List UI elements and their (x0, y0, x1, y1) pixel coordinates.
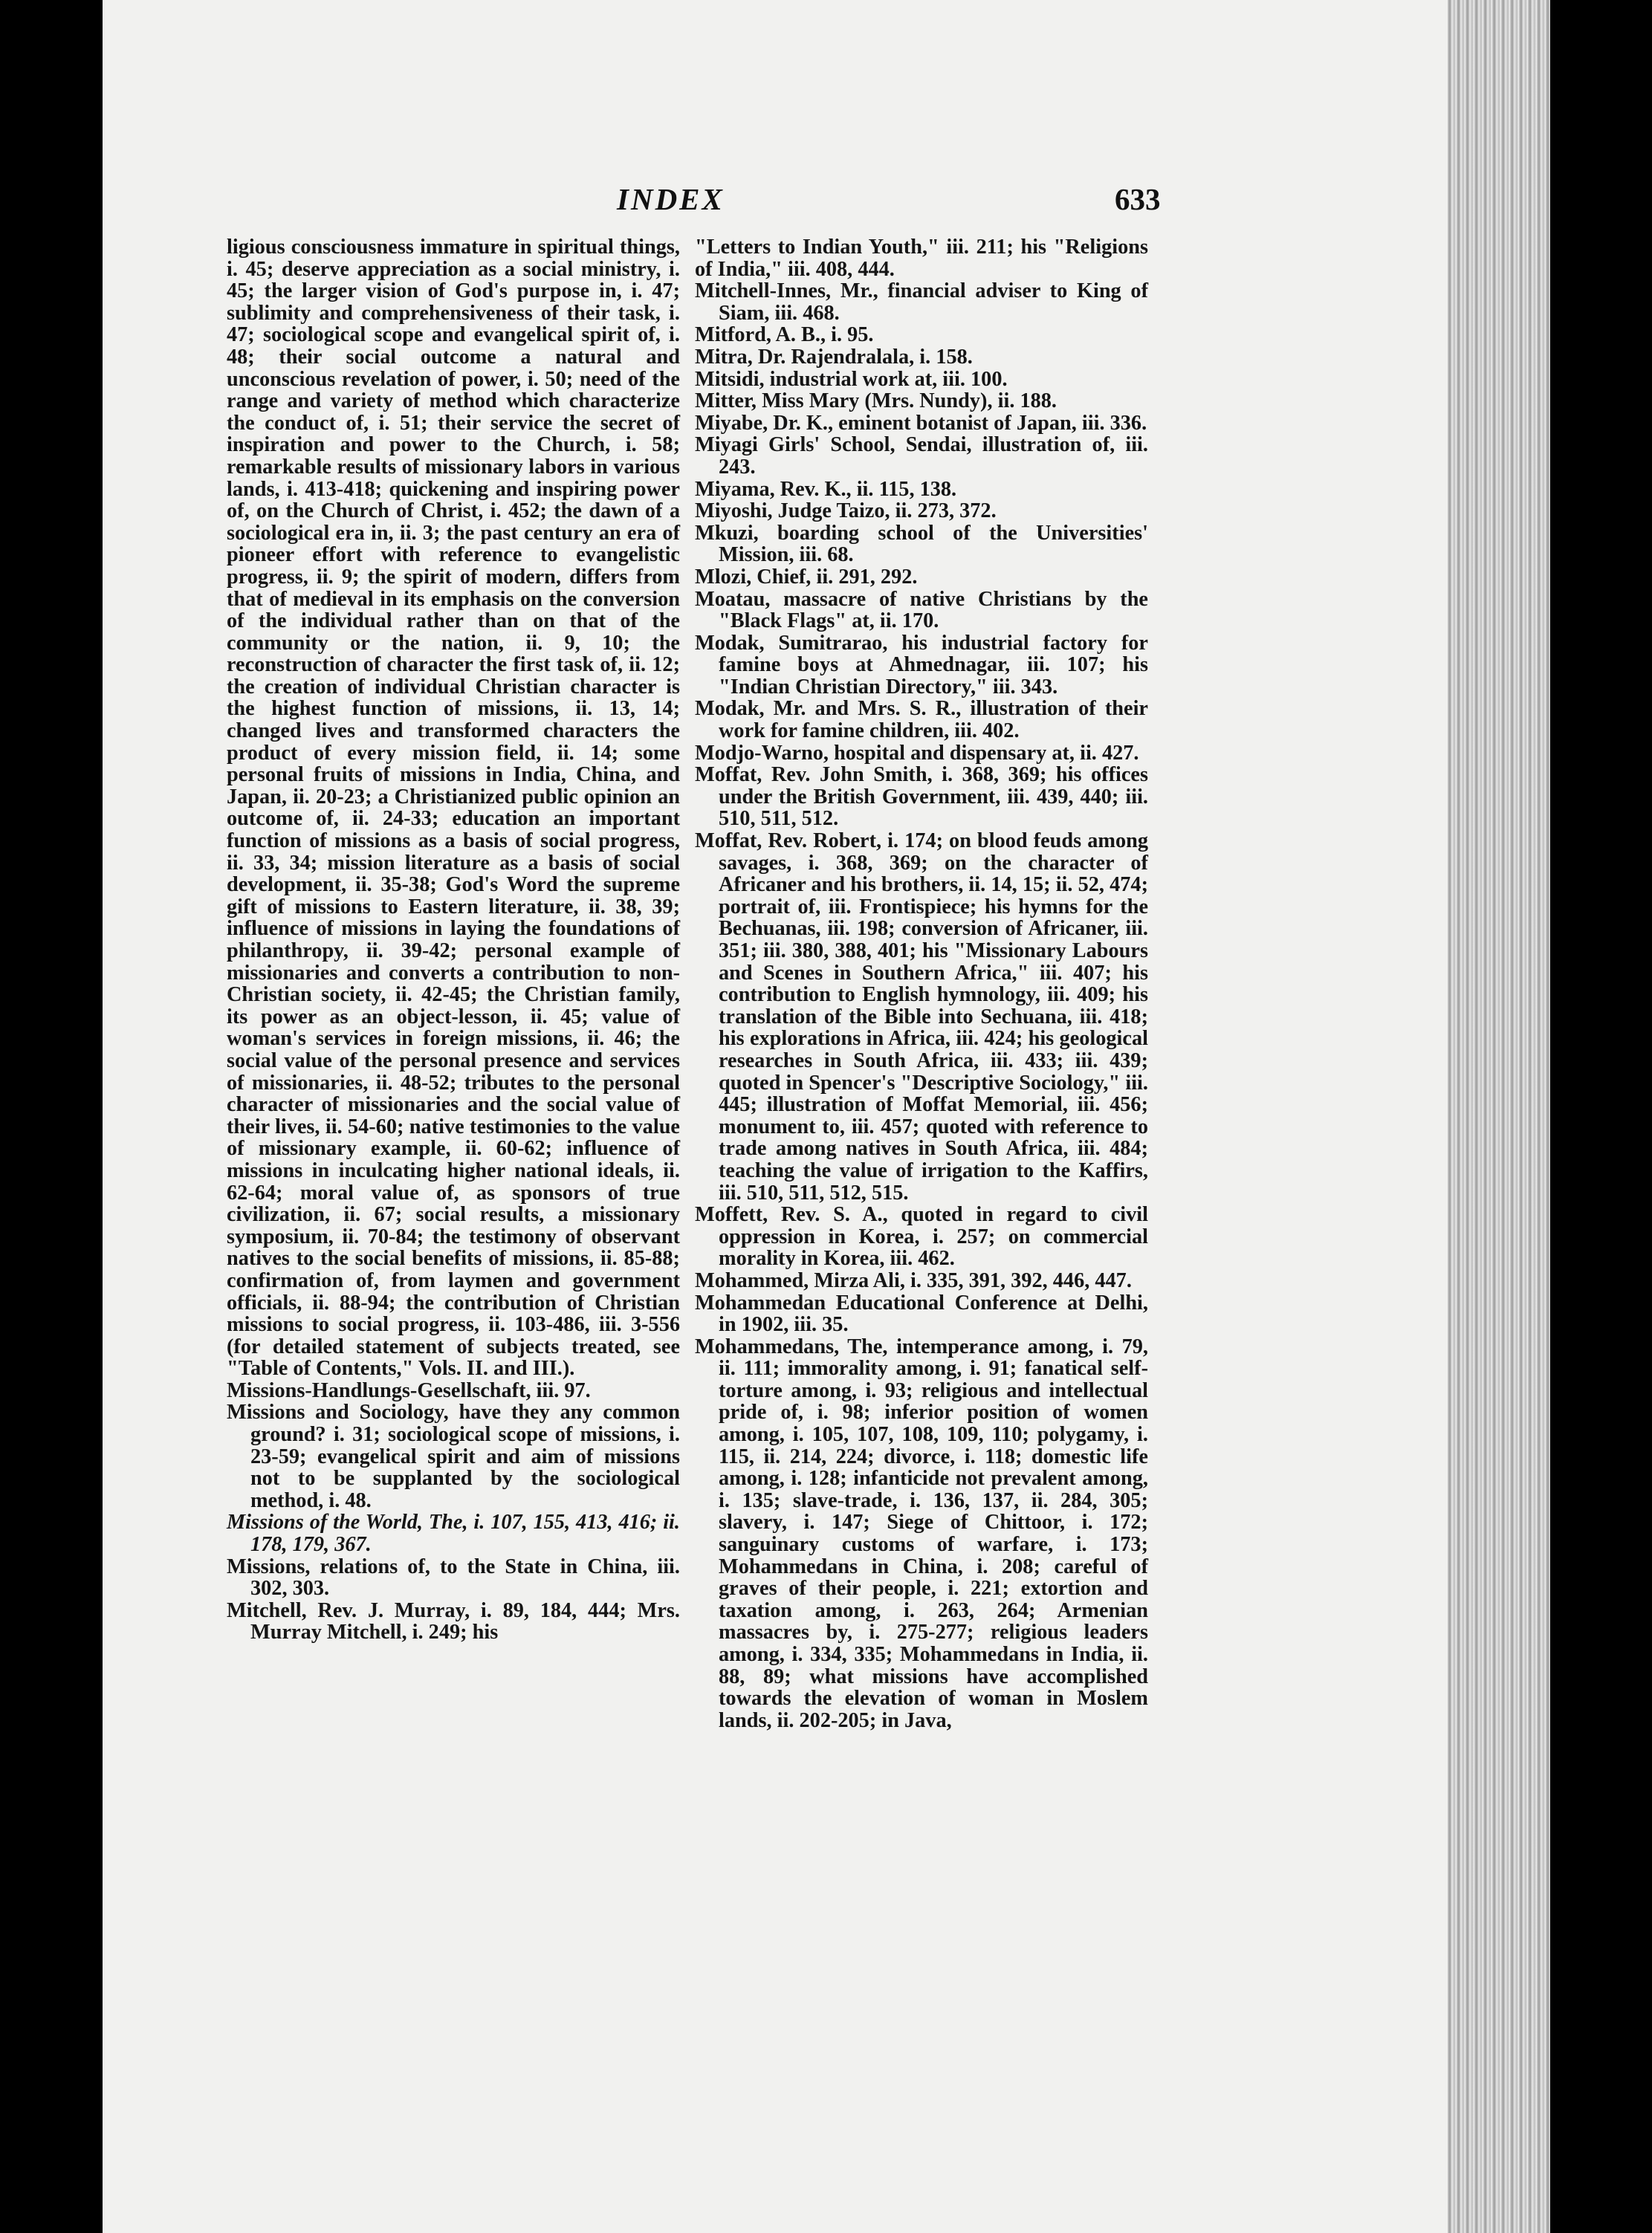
index-entry: Mitford, A. B., i. 95. (695, 323, 874, 347)
index-entry: Missions and Sociology, have they any common ground? i. 31; sociological scope of missions, i. 23-59; evangelical spirit and aim of missions not to be supplanted by the sociological method, i. 48. (227, 1401, 680, 1512)
index-entry: Mohammedan Educational Conference at Delhi, in 1902, iii. 35. (695, 1291, 1148, 1337)
index-entry: Mlozi, Chief, ii. 291, 292. (695, 565, 918, 589)
index-entry: "Letters to Indian Youth," iii. 211; his "Religions of India," iii. 408, 444. (695, 236, 1148, 281)
index-entry: Mohammedans, The, intemperance among, i. 79, ii. 111; immorality among, i. 91; fanatical self-torture among, i. 93; religious and intellectual pride of, i. 98; inferior position of women among, i. 105, 107, 108, 109, 110; polygamy, i. 115, ii. 214, 224; divorce, i. 118; domestic life among, i. 128; infanticide not prevalent among, i. 135; slave-trade, i. 136, 137, ii. 284, 305; slavery, i. 147; Siege of Chittoor, i. 172; sanguinary customs of warfare, i. 173; Mohammedans in China, i. 208; careful of graves of their people, i. 221; extortion and taxation among, i. 263, 264; Armenian massacres by, i. 275-277; religious leaders among, i. 334, 335; Mohammedans in India, ii. 88, 89; what missions have accomplished towards the elevation of woman in Moslem lands, ii. 202-205; in Java, (695, 1335, 1148, 1732)
index-entry: Mitchell-Innes, Mr., financial adviser to King of Siam, iii. 468. (695, 279, 1148, 325)
page-header-title: INDEX (617, 182, 725, 216)
index-column-right (695, 236, 1148, 2109)
index-entry: Moffat, Rev. Robert, i. 174; on blood feuds among savages, i. 368, 369; on the character of Africaner and his brothers, ii. 14, 15; ii. 52, 474; portrait of, iii. Frontispiece; his hymns for the Bechuanas, iii. 198; conversion of Africaner, iii. 351; iii. 380, 388, 401; his "Missionary Labours and Scenes in Southern Africa," iii. 407; his contribution to English hymnology, iii. 409; his translation of the Bible into Sechuana, iii. 418; his explorations in Africa, iii. 424; his geological researches in South Africa, iii. 433; iii. 439; quoted in Spencer's "Descriptive Sociology," iii. 445; illustration of Moffat Memorial, iii. 456; monument to, iii. 457; quoted with reference to trade among natives in South Africa, iii. 484; teaching the value of irrigation to the Kaffirs, iii. 510, 511, 512, 515. (695, 829, 1148, 1205)
index-entry: Mitra, Dr. Rajendralala, i. 158. (695, 345, 973, 369)
index-entry: Modak, Mr. and Mrs. S. R., illustration of their work for famine children, iii. 402. (695, 697, 1148, 743)
index-entry: Miyoshi, Judge Taizo, ii. 273, 372. (695, 499, 997, 523)
page-number: 633 (1115, 182, 1161, 216)
index-entry: Mohammed, Mirza Ali, i. 335, 391, 392, 446, 447. (695, 1268, 1132, 1292)
index-entry: Moffett, Rev. S. A., quoted in regard to civil oppression in Korea, i. 257; on commercial morality in Korea, iii. 462. (695, 1203, 1148, 1271)
index-column-left (227, 236, 680, 2109)
index-entry: Mitter, Miss Mary (Mrs. Nundy), ii. 188. (695, 389, 1057, 413)
index-entry: Mitchell, Rev. J. Murray, i. 89, 184, 444; Mrs. Murray Mitchell, i. 249; his (227, 1598, 680, 1644)
index-entry: Missions-Handlungs-Gesellschaft, iii. 97. (227, 1378, 591, 1402)
index-entry: Mitsidi, industrial work at, iii. 100. (695, 367, 1008, 391)
index-entry: Missions of the World, The, i. 107, 155, 413, 416; ii. 178, 179, 367. (227, 1511, 680, 1557)
index-entry: Modak, Sumitrarao, his industrial factory for famine boys at Ahmednagar, iii. 107; his "Indian Christian Directory," iii. 343. (695, 631, 1148, 699)
index-entry: Miyama, Rev. K., ii. 115, 138. (695, 477, 957, 501)
index-entry: Modjo-Warno, hospital and dispensary at, ii. 427. (695, 741, 1139, 765)
index-entry: Mkuzi, boarding school of the Universities' Mission, iii. 68. (695, 521, 1148, 567)
index-entry: ligious consciousness immature in spiritual things, i. 45; deserve appreciation as a social ministry, i. 45; the larger vision of God's purpose in, i. 47; sublimity and comprehensiveness of their task, i. 47; sociological scope and evangelical spirit of, i. 48; their social outcome a natural and unconscious revelation of power, i. 50; need of the range and variety of method which characterize the conduct of, i. 51; their service the secret of inspiration and power to the Church, i. 58; remarkable results of missionary labors in various lands, i. 413-418; quickening and inspiring power of, on the Church of Christ, i. 452; the dawn of a sociological era in, ii. 3; the past century an era of pioneer effort with reference to evangelistic progress, ii. 9; the spirit of modern, differs from that of medieval in its emphasis on the conversion of the individual rather than on that of the community or the nation, ii. 9, 10; the reconstruction of character the first task of, ii. 12; the creation of individual Christian character is the highest function of missions, ii. 13, 14; changed lives and transformed characters the product of every mission field, ii. 14; some personal fruits of missions in India, China, and Japan, ii. 20-23; a Christianized public opinion an outcome of, ii. 24-33; education an important function of missions as a basis of social progress, ii. 33, 34; mission literature as a basis of social development, ii. 35-38; God's Word the supreme gift of missions to Eastern literature, ii. 38, 39; influence of missions in laying the foundations of philanthropy, ii. 39-42; personal example of missionaries and converts a contribution to non-Christian society, ii. 42-45; the Christian family, its power as an object-lesson, ii. 45; value of woman's services in foreign missions, ii. 46; the social value of the personal presence and services of missionaries, ii. 48-52; tributes to the personal character of missionaries and the social value of their lives, ii. 54-60; native testimonies to the value of missionary example, ii. 60-62; influence of missions in inculcating higher national ideals, ii. 62-64; moral value of, as sponsors of true civilization, ii. 67; social results, a missionary symposium, ii. 70-84; the testimony of observant natives to the social benefits of missions, ii. 85-88; confirmation of, from laymen and government officials, ii. 88-94; the contribution of Christian missions to social progress, ii. 103-486, iii. 3-556 (for detailed statement of subjects treated, see "Table of Contents," Vols. II. and III.). (227, 236, 680, 1381)
index-entry: Missions, relations of, to the State in China, iii. 302, 303. (227, 1555, 680, 1601)
index-entry: Miyagi Girls' School, Sendai, illustration of, iii. 243. (695, 433, 1148, 479)
page-edges (1448, 0, 1550, 2233)
index-entry: Miyabe, Dr. K., eminent botanist of Japan, iii. 336. (695, 411, 1147, 435)
index-entry: Moatau, massacre of native Christians by the "Black Flags" at, ii. 170. (695, 587, 1148, 633)
index-entry: Moffat, Rev. John Smith, i. 368, 369; his offices under the British Government, iii. 439, 440; iii. 510, 511, 512. (695, 763, 1148, 831)
